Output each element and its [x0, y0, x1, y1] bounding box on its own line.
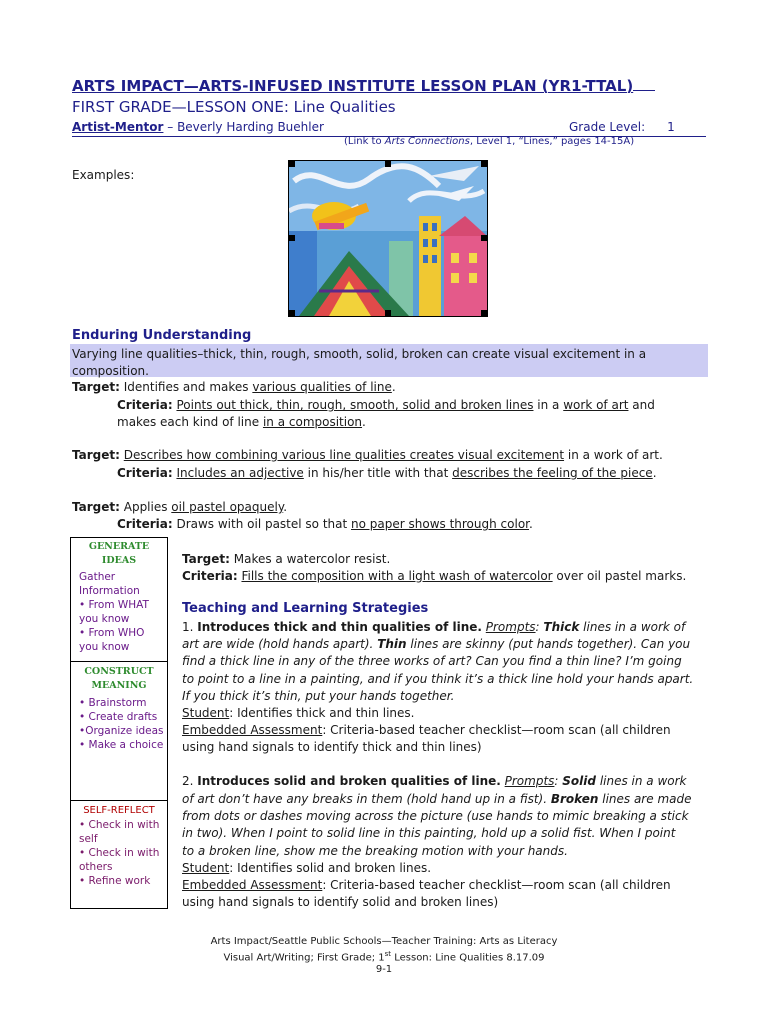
- target-label: Target:: [72, 500, 120, 514]
- criteria-1: [117, 397, 655, 414]
- criteria-label: Criteria:: [117, 466, 173, 480]
- criteria-text-end: .: [362, 415, 366, 429]
- footer-line-1: Arts Impact/Seattle Public Schools—Teacher Training: Arts as Literacy: [210, 936, 558, 947]
- generate-ideas-section: [71, 540, 167, 654]
- target-3: [72, 499, 287, 516]
- criteria-label: Criteria:: [117, 398, 173, 412]
- target-4: [182, 551, 390, 568]
- prompt-text: from dots or dashes moving across the picture (use hands to mimic breaking a stick: [182, 809, 689, 823]
- assessment-text: using hand signals to identify solid and broken lines): [182, 895, 499, 909]
- construct-meaning-section: [71, 665, 167, 752]
- assessment-text: : Criteria-based teacher checklist—room scan (all children: [322, 723, 671, 737]
- side-item: •Organize ideas: [79, 725, 164, 737]
- sidebar-divider: [71, 661, 167, 662]
- title-text: ARTS IMPACT—ARTS-INFUSED INSTITUTE LESSON PLAN (YR1-TTAL): [72, 77, 634, 95]
- side-item: • From WHAT you know: [79, 599, 149, 625]
- strategy-2-student: [182, 860, 431, 877]
- assessment-label: Embedded Assessment: [182, 878, 323, 892]
- side-item: • Refine work: [79, 875, 151, 887]
- student-text: : Identifies thick and thin lines.: [229, 706, 415, 720]
- prompt-text: to a broken line, show me the breaking motion with your hands.: [182, 844, 568, 858]
- footer-line-2: [0, 950, 768, 963]
- footer-text: Visual Art/Writing; First Grade; 1: [223, 952, 385, 964]
- example-artwork-image: [288, 160, 488, 317]
- criteria-3: [117, 516, 533, 533]
- side-item: • Create drafts: [79, 711, 158, 723]
- prompt-text: lines are made: [602, 792, 692, 806]
- arts-connections-link: [344, 136, 634, 147]
- strategy-number: 2.: [182, 774, 198, 788]
- keyword: Broken: [550, 792, 599, 806]
- assessment-label: Embedded Assessment: [182, 723, 323, 737]
- criteria-underlined: in a composition: [262, 415, 363, 429]
- artist-mentor-label: Artist-Mentor: [72, 120, 164, 134]
- link-prefix: (Link to: [344, 136, 385, 147]
- keyword: Thin: [377, 637, 407, 651]
- criteria-4: [182, 568, 686, 585]
- prompt-text: lines are skinny (put hands together). Can you: [410, 637, 691, 651]
- target-text-end: .: [283, 500, 288, 514]
- criteria-text-end: over oil pastel marks.: [552, 569, 687, 583]
- student-label: Student: [182, 706, 230, 720]
- lesson-subtitle: FIRST GRADE—LESSON ONE: Line Qualities: [72, 98, 396, 116]
- target-text-end: .: [391, 380, 396, 394]
- strategy-1-assessment: [182, 722, 671, 739]
- prompt-text: art are wide (hold hands apart).: [182, 637, 374, 651]
- criteria-underlined: Points out thick, thin, rough, smooth, solid and broken lines: [176, 398, 534, 412]
- target-underlined: various qualities of line: [252, 380, 392, 394]
- student-text: : Identifies solid and broken lines.: [229, 861, 432, 875]
- resize-handle-top[interactable]: [385, 161, 391, 167]
- sidebar-divider: [71, 800, 167, 801]
- resize-handle-right[interactable]: [481, 235, 487, 241]
- assessment-text: : Criteria-based teacher checklist—room scan (all children: [322, 878, 671, 892]
- target-1: [72, 379, 396, 396]
- target-2: [72, 447, 663, 464]
- self-reflect-heading: SELF-REFLECT: [83, 805, 155, 816]
- strategy-2-line-5: [182, 843, 568, 860]
- side-item: • Brainstorm: [79, 697, 147, 709]
- strategy-title: Introduces solid and broken qualities of line.: [197, 774, 501, 788]
- prompt-text: lines in a work of: [583, 620, 686, 634]
- student-label: Student: [182, 861, 230, 875]
- target-underlined: Describes how combining various line qualities creates visual excitement: [123, 448, 565, 462]
- keyword: Thick: [543, 620, 580, 634]
- strategy-1-student: [182, 705, 414, 722]
- criteria-underlined-2: work of art: [563, 398, 629, 412]
- prompt-text: find a thick line in any of the three works of art? Can you find a thin line? I’m going: [182, 654, 682, 668]
- resize-handle-bottom-right[interactable]: [481, 310, 487, 316]
- strategy-1-line-1: 1. Introduces thick and thin qualities of line. Prompts: Thick lines in a work of: [182, 620, 686, 634]
- prompt-text: If you thick it’s thin, put your hands together.: [182, 689, 455, 703]
- strategy-2-line-3: [182, 808, 689, 825]
- grade-level-label: Grade Level:: [569, 120, 646, 134]
- target-text-end: in a work of art.: [564, 448, 663, 462]
- target-label: Target:: [72, 448, 120, 462]
- target-text: Makes a watercolor resist.: [229, 552, 391, 566]
- resize-handle-bottom[interactable]: [385, 310, 391, 316]
- examples-label: Examples:: [72, 168, 135, 182]
- criteria-text: in a: [533, 398, 564, 412]
- link-title: Arts Connections: [384, 136, 470, 147]
- generate-ideas-heading: [71, 540, 167, 568]
- heading-line: IDEAS: [101, 555, 137, 566]
- artist-mentor-name: – Beverly Harding Buehler: [163, 120, 324, 134]
- side-item: • Make a choice: [79, 739, 164, 751]
- strategy-2-line-1: 2. Introduces solid and broken qualities of line. Prompts: Solid lines in a work: [182, 774, 687, 788]
- target-text: Applies: [119, 500, 172, 514]
- grade-level-value: 1: [667, 120, 675, 134]
- lesson-plan-title: [72, 77, 655, 95]
- criteria-text: makes each kind of line: [117, 415, 263, 429]
- prompt-text: of art don’t have any breaks in them (hold hand up in a fist).: [182, 792, 548, 806]
- criteria-text: in his/her title with that: [303, 466, 453, 480]
- writing-process-sidebar: [70, 537, 168, 909]
- enduring-understanding-heading: Enduring Understanding: [72, 328, 252, 343]
- criteria-2: [117, 465, 657, 482]
- criteria-text-end: .: [529, 517, 533, 531]
- criteria-underlined-2: describes the feeling of the piece: [452, 466, 653, 480]
- strategy-2-assessment-cont: [182, 894, 498, 911]
- resize-handle-top-right[interactable]: [481, 161, 487, 167]
- strategy-number: 1.: [182, 620, 198, 634]
- prompts-label: Prompts: [485, 620, 536, 634]
- grade-level: [569, 120, 675, 134]
- self-reflect-section: [71, 804, 167, 888]
- strategy-1-line-5: [182, 688, 454, 705]
- strategy-1-line-3: [182, 653, 682, 670]
- strategy-2-assessment: [182, 877, 671, 894]
- strategy-title: Introduces thick and thin qualities of line.: [197, 620, 482, 634]
- target-text: Identifies and makes: [119, 380, 253, 394]
- target-label: Target:: [72, 380, 120, 394]
- footer-sup: st: [384, 950, 392, 958]
- resize-handle-bottom-left[interactable]: [289, 310, 295, 316]
- side-item: Gather Information: [79, 571, 140, 597]
- title-underline-trail: [633, 77, 655, 91]
- link-suffix: , Level 1, “Lines,” pages 14-15A): [469, 136, 635, 147]
- assessment-text: using hand signals to identify thick and thin lines): [182, 740, 482, 754]
- criteria-underlined: no paper shows through color: [351, 517, 529, 531]
- target-underlined: oil pastel opaquely: [171, 500, 284, 514]
- page-number: 9-1: [375, 964, 393, 975]
- prompt-text: lines in a work: [599, 774, 687, 788]
- criteria-text-end: and: [628, 398, 655, 412]
- strategy-1-line-4: [182, 671, 693, 688]
- side-item: • Check in with self: [79, 819, 160, 845]
- enduring-understanding-text: Varying line qualities–thick, thin, rough, smooth, solid, broken can create visual excitement in a composition.: [72, 347, 647, 378]
- criteria-label: Criteria:: [182, 569, 238, 583]
- criteria-text: Draws with oil pastel so that: [172, 517, 352, 531]
- criteria-label: Criteria:: [117, 517, 173, 531]
- strategies-heading: Teaching and Learning Strategies: [182, 601, 429, 616]
- artist-mentor-row: [72, 120, 706, 137]
- construct-meaning-heading: [71, 665, 167, 693]
- resize-handle-left[interactable]: [289, 235, 295, 241]
- footer-text-end: Lesson: Line Qualities 8.17.09: [391, 952, 545, 964]
- strategy-2-line-4: [182, 825, 675, 842]
- prompt-text: in two). When I point to solid line in this painting, hold up a solid fist. When I point: [182, 826, 676, 840]
- side-item: • Check in with others: [79, 847, 160, 873]
- keyword: Solid: [562, 774, 596, 788]
- heading-line: GENERATE: [88, 541, 150, 552]
- prompts-label: Prompts: [504, 774, 555, 788]
- strategy-1-assessment-cont: [182, 739, 482, 756]
- criteria-1-continued: [117, 414, 366, 431]
- prompt-text: to point to a line in a painting, and if you think it’s a thick line hold your hands apart.: [182, 672, 694, 686]
- target-label: Target:: [182, 552, 230, 566]
- strategy-2-line-2: [182, 791, 691, 808]
- criteria-underlined: Includes an adjective: [176, 466, 304, 480]
- strategy-1-line-2: [182, 636, 690, 653]
- artwork-illustration: [289, 161, 487, 316]
- heading-line: MEANING: [91, 680, 147, 691]
- side-item: • From WHO you know: [79, 627, 145, 653]
- criteria-underlined: Fills the composition with a light wash of watercolor: [241, 569, 553, 583]
- resize-handle-top-left[interactable]: [289, 161, 295, 167]
- criteria-text-end: .: [652, 466, 657, 480]
- heading-line: CONSTRUCT: [84, 666, 154, 677]
